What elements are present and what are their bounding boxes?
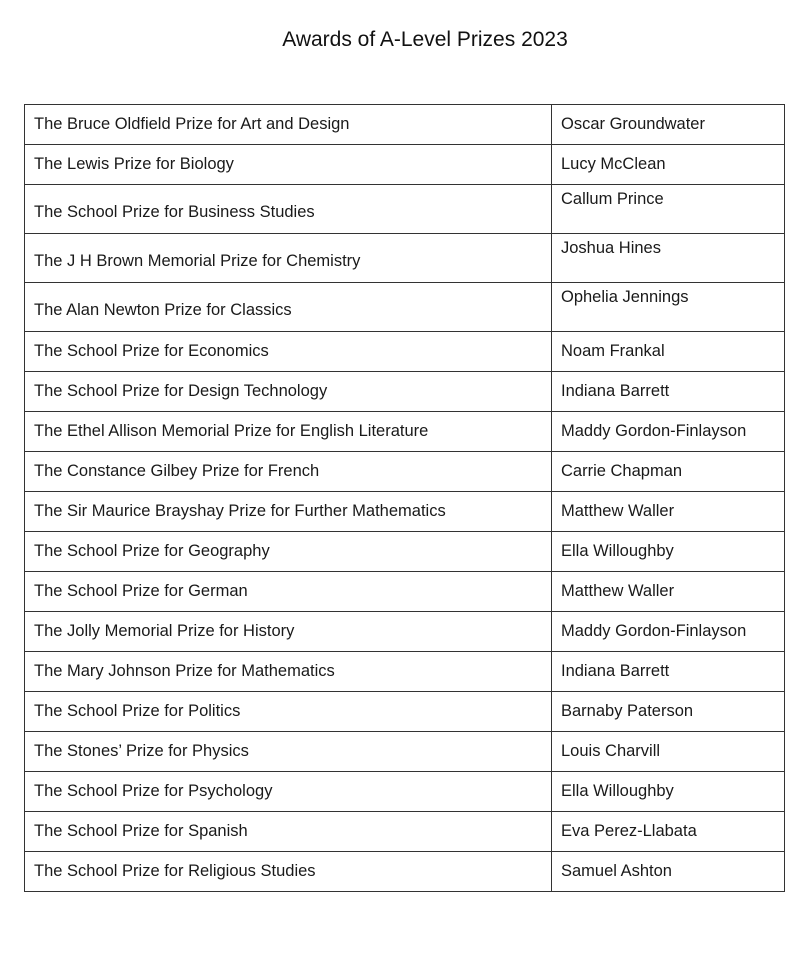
prize-name: The Alan Newton Prize for Classics <box>25 283 552 332</box>
prize-name: The Ethel Allison Memorial Prize for English Literature <box>25 412 552 452</box>
prize-name: The Mary Johnson Prize for Mathematics <box>25 652 552 692</box>
table-row <box>25 612 785 652</box>
table-row <box>25 732 785 772</box>
winner-name: Indiana Barrett <box>552 652 785 692</box>
winner-name: Ella Willoughby <box>552 772 785 812</box>
prize-name: The School Prize for German <box>25 572 552 612</box>
winner-name: Noam Frankal <box>552 332 785 372</box>
table-row <box>25 332 785 372</box>
prize-name: The School Prize for Spanish <box>25 812 552 852</box>
prize-name: The School Prize for Geography <box>25 532 552 572</box>
winner-name: Joshua Hines <box>552 234 785 283</box>
winner-name: Ophelia Jennings <box>552 283 785 332</box>
winner-name: Ella Willoughby <box>552 532 785 572</box>
table-row <box>25 283 785 332</box>
winner-name: Maddy Gordon-Finlayson <box>552 612 785 652</box>
prize-name: The Bruce Oldfield Prize for Art and Design <box>25 105 552 145</box>
table-row <box>25 412 785 452</box>
prize-name: The School Prize for Politics <box>25 692 552 732</box>
table-row <box>25 145 785 185</box>
winner-name: Indiana Barrett <box>552 372 785 412</box>
table-row <box>25 652 785 692</box>
winner-name: Samuel Ashton <box>552 852 785 892</box>
prize-name: The Stones’ Prize for Physics <box>25 732 552 772</box>
winner-name: Matthew Waller <box>552 492 785 532</box>
table-row <box>25 185 785 234</box>
winner-name: Barnaby Paterson <box>552 692 785 732</box>
prize-name: The Lewis Prize for Biology <box>25 145 552 185</box>
prize-name: The Constance Gilbey Prize for French <box>25 452 552 492</box>
prize-name: The Jolly Memorial Prize for History <box>25 612 552 652</box>
table-row <box>25 812 785 852</box>
prize-name: The School Prize for Religious Studies <box>25 852 552 892</box>
table-row <box>25 492 785 532</box>
winner-name: Maddy Gordon-Finlayson <box>552 412 785 452</box>
winner-name: Eva Perez-Llabata <box>552 812 785 852</box>
table-row <box>25 772 785 812</box>
prize-name: The Sir Maurice Brayshay Prize for Further Mathematics <box>25 492 552 532</box>
prize-name: The School Prize for Economics <box>25 332 552 372</box>
prize-name: The School Prize for Business Studies <box>25 185 552 234</box>
table-row <box>25 852 785 892</box>
table-row <box>25 452 785 492</box>
winner-name: Louis Charvill <box>552 732 785 772</box>
winner-name: Lucy McClean <box>552 145 785 185</box>
page-title: Awards of A-Level Prizes 2023 <box>282 28 568 51</box>
table-row <box>25 692 785 732</box>
winner-name: Callum Prince <box>552 185 785 234</box>
table-row <box>25 572 785 612</box>
table-row <box>25 532 785 572</box>
prizes-table <box>24 104 785 892</box>
prize-name: The School Prize for Psychology <box>25 772 552 812</box>
winner-name: Carrie Chapman <box>552 452 785 492</box>
table-row <box>25 372 785 412</box>
table-row <box>25 105 785 145</box>
prize-name: The School Prize for Design Technology <box>25 372 552 412</box>
winner-name: Matthew Waller <box>552 572 785 612</box>
prize-name: The J H Brown Memorial Prize for Chemistry <box>25 234 552 283</box>
table-row <box>25 234 785 283</box>
winner-name: Oscar Groundwater <box>552 105 785 145</box>
